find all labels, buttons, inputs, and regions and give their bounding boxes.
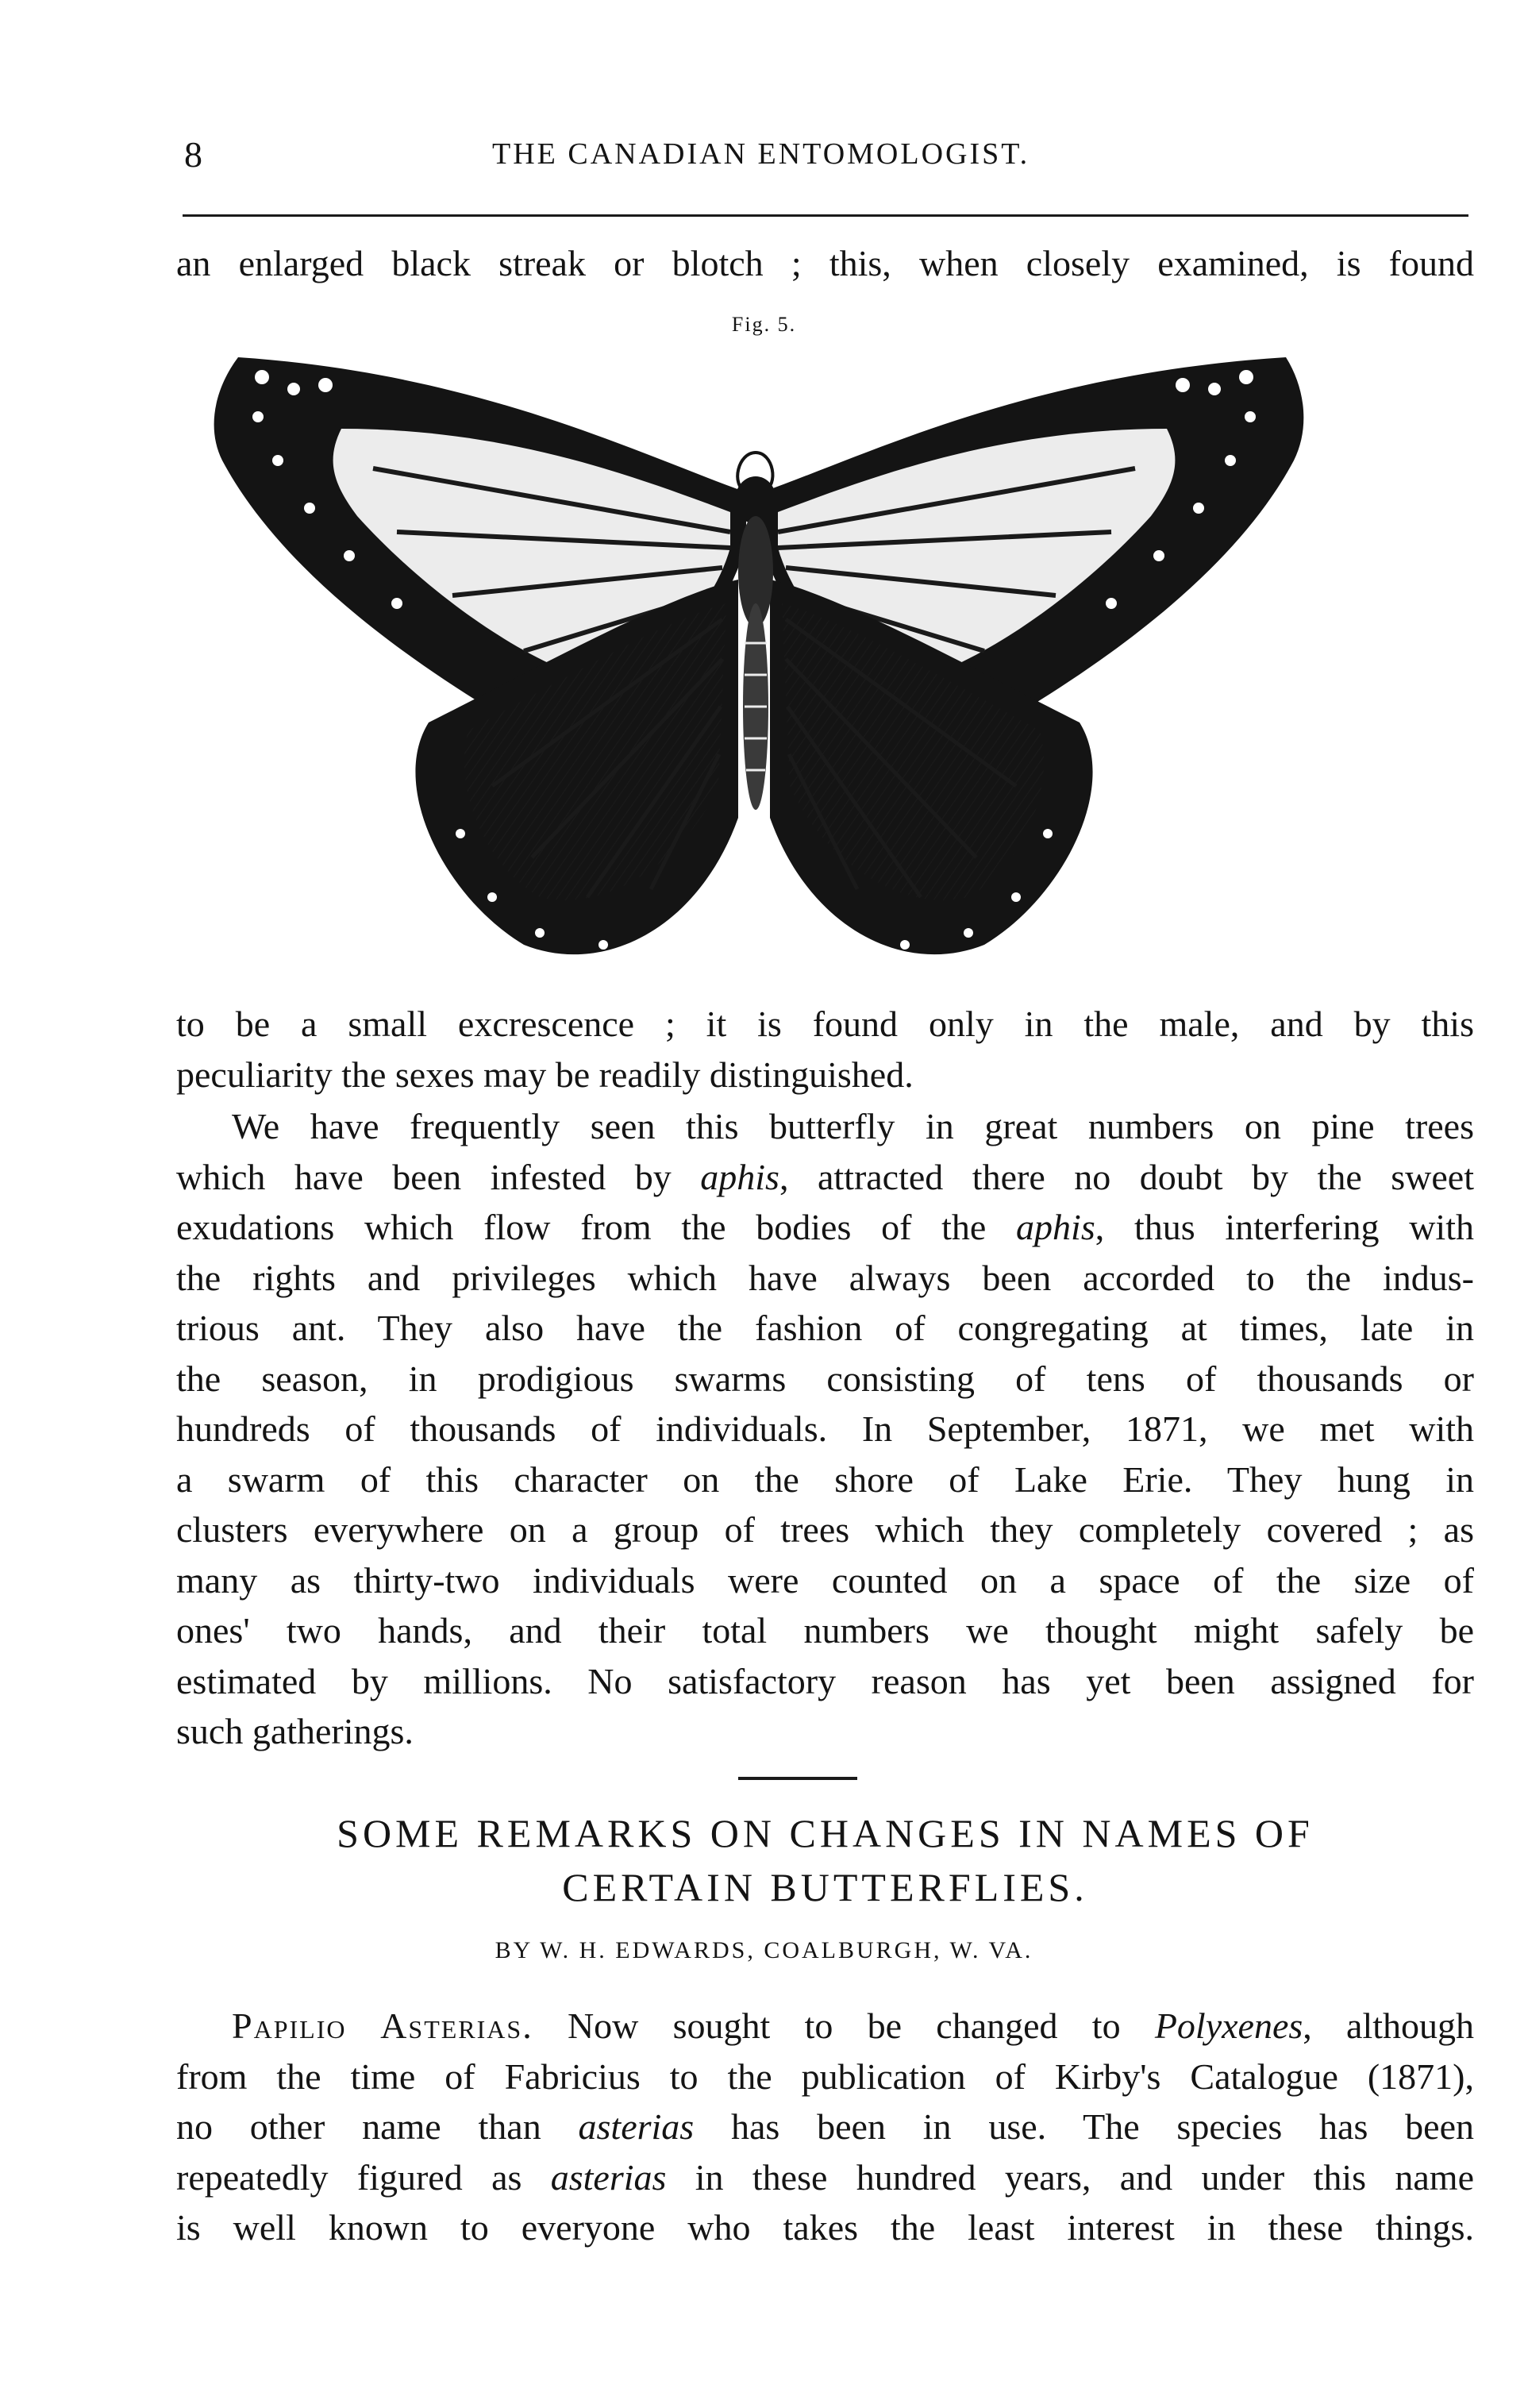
header-rule [183, 214, 1468, 217]
para3-line [176, 2001, 1474, 2052]
section-divider [738, 1777, 857, 1780]
section-title [176, 1806, 1474, 1914]
byline: BY W. H. EDWARDS, COALBURGH, W. VA. [495, 1937, 1033, 1963]
para2-line: the rights and privileges which have always been accorded to the indus- [176, 1258, 1474, 1298]
para3-line: from the time of Fabricius to the publication of Kirby's Catalogue (1871), [176, 2056, 1474, 2097]
text-span: , attracted there no doubt by the sweet [779, 1157, 1474, 1197]
text-span: in these hundred years, and under this name [666, 2157, 1474, 2198]
butterfly-illustration [191, 341, 1318, 977]
para3-line: is well known to everyone who takes the least interest in these things. [176, 2207, 1474, 2248]
text-span: repeatedly figured as [176, 2157, 551, 2198]
para2-line: many as thirty-two individuals were counted on a space of the size of [176, 1560, 1474, 1601]
species-italic: asterias [578, 2106, 695, 2147]
page-number: 8 [184, 134, 203, 175]
para1-line: to be a small excrescence ; it is found only in the male, and by this [176, 1004, 1474, 1044]
running-title: THE CANADIAN ENTOMOLOGIST. [492, 137, 1030, 171]
para3-line [176, 2152, 1474, 2203]
para2-line: a swarm of this character on the shore of Lake Erie. They hung in [176, 1459, 1474, 1500]
text-span: Now sought to be changed to [533, 2005, 1155, 2046]
species-italic: Polyxenes [1154, 2005, 1303, 2046]
section-title-line: SOME REMARKS ON CHANGES IN NAMES OF [337, 1811, 1314, 1855]
text-span: , although [1303, 2005, 1475, 2046]
para1-line: peculiarity the sexes may be readily distinguished. [176, 1054, 914, 1095]
species-italic: aphis [1016, 1207, 1095, 1247]
para2-line: ones' two hands, and their total numbers we thought might safely be [176, 1610, 1474, 1651]
text-span: no other name than [176, 2106, 579, 2147]
figure-caption: Fig. 5. [731, 313, 797, 336]
species-italic: asterias [550, 2157, 667, 2198]
para2-line: clusters everywhere on a group of trees which they completely covered ; as [176, 1509, 1474, 1550]
text-span: exudations which flow from the bodies of the [176, 1207, 1017, 1247]
para2-line: We have frequently seen this butterfly in great numbers on pine trees [232, 1106, 1474, 1146]
text-span: , thus interfering with [1095, 1207, 1474, 1247]
para3-line [176, 2102, 1474, 2152]
para2-line [176, 1202, 1474, 1253]
page-header [0, 133, 1528, 189]
section-title-line: CERTAIN BUTTERFLIES. [562, 1865, 1088, 1909]
species-name-smallcaps: Papilio Asterias. [232, 2005, 533, 2046]
para2-line [176, 1152, 1474, 1203]
species-italic: aphis [700, 1157, 779, 1197]
text-span: which have been infested by [176, 1157, 701, 1197]
text-span: has been in use. The species has been [694, 2106, 1474, 2147]
para2-line: hundreds of thousands of individuals. In September, 1871, we met with [176, 1408, 1474, 1449]
para2-line: estimated by millions. No satisfactory reason has yet been assigned for [176, 1661, 1474, 1701]
top-text-line: an enlarged black streak or blotch ; this, when closely examined, is found [176, 243, 1474, 283]
para2-line: trious ant. They also have the fashion of congregating at times, late in [176, 1308, 1474, 1348]
para2-line: such gatherings. [176, 1711, 414, 1751]
para2-line: the season, in prodigious swarms consisting of tens of thousands or [176, 1358, 1474, 1399]
